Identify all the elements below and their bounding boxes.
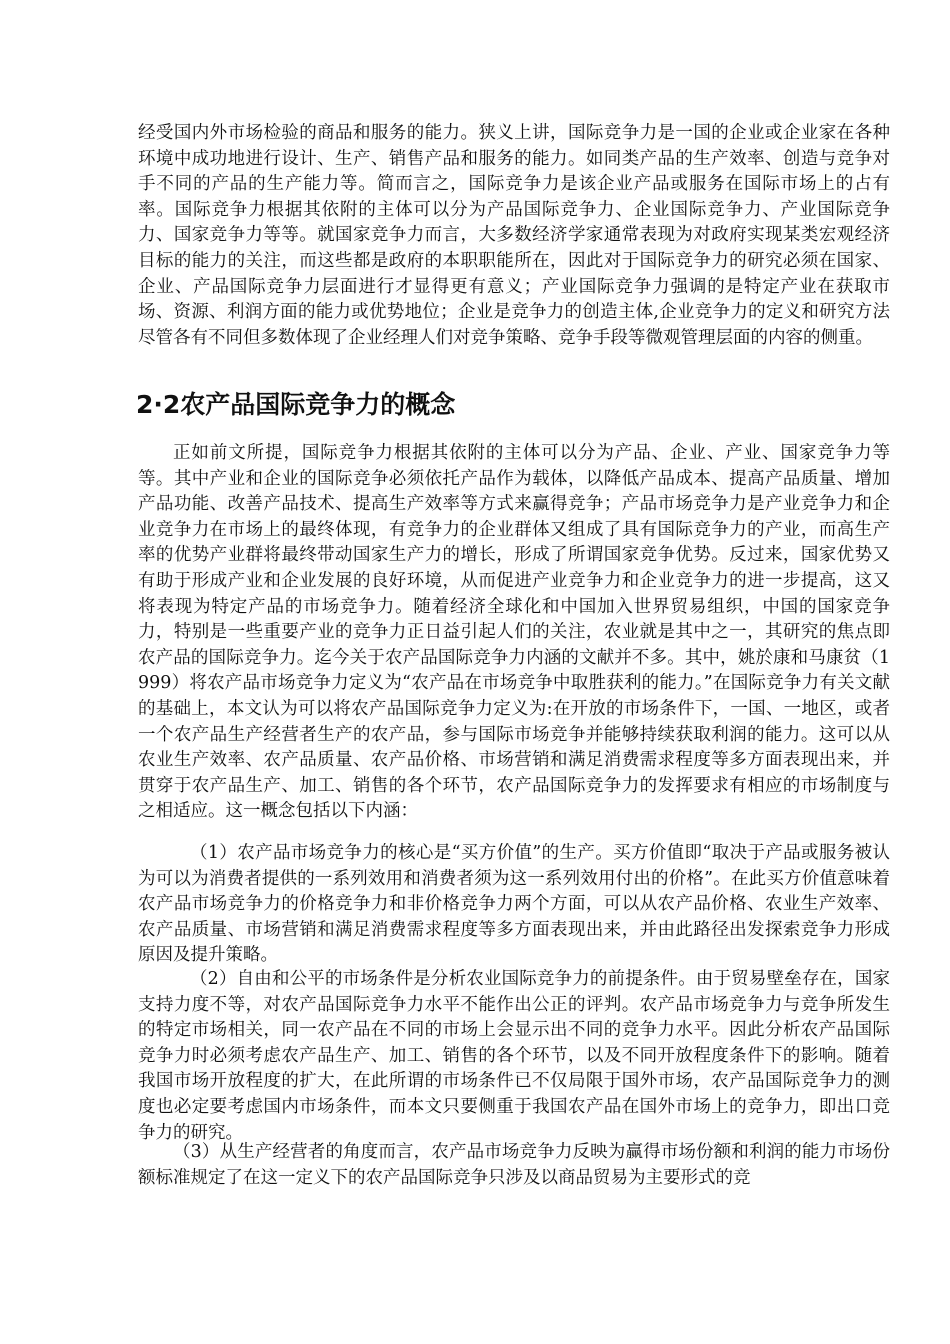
intro-paragraph: 经受国内外市场检验的商品和服务的能力。狭义上讲，国际竞争力是一国的企业或企业家在各种环境中成功地进行设计、生产、销售产品和服务的能力。如同类产品的生产效率、创造与竞争对手不同的产品的生产能力等。简而言之，国际竞争力是该企业产品或服务在国际市场上的占有率。国际竞争力根据其依附的主体可以分为产品国际竞争力、企业国际竞争力、产业国际竞争力、国家竞争力等等。就国家竞争力而言，大多数经济学家通常表现为对政府实现某类宏观经济目标的能力的关注，而这些都是政府的本职职能所在，因此对于国际竞争力的研究必须在国家、企业、产品国际竞争力层面进行才显得更有意义；产业国际竞争力强调的是特定产业在获取市场、资源、利润方面的能力或优势地位；企业是竞争力的创造主体,企业竞争力的定义和研究方法尽管各有不同但多数体现了企业经理人们对竞争策略、竞争手段等微观管理层面的内容的侧重。 (138, 123, 890, 348)
list-item-2: （2）自由和公平的市场条件是分析农业国际竞争力的前提条件。由于贸易壁垒存在，国家支持力度不等，对农产品国际竞争力水平不能作出公正的评判。农产品市场竞争力与竞争所发生的特定市场相关，同一农产品在不同的市场上会显示出不同的竞争力水平。因此分析农产品国际竞争力时必须考虑农产品生产、加工、销售的各个环节，以及不同开放程度条件下的影响。随着我国市场开放程度的扩大，在此所谓的市场条件已不仅局限于国外市场，农产品国际竞争力的测度也必定要考虑国内市场条件，而本文只要侧重于我国农产品在国外市场上的竞争力，即出口竞争力的研究。 (138, 969, 890, 1143)
main-paragraph: 正如前文所提，国际竞争力根据其依附的主体可以分为产品、企业、产业、国家竞争力等等。其中产业和企业的国际竞争必须依托产品作为载体，以降低产品成本、提高产品质量、增加产品功能、改善产品技术、提高生产效率等方式来赢得竞争；产品市场竞争力是产业竞争力和企业竞争力在市场上的最终体现，有竞争力的企业群体又组成了具有国际竞争力的产业，而高生产率的优势产业群将最终带动国家生产力的增长，形成了所谓国家竞争优势。反过来，国家优势又有助于形成产业和企业发展的良好环境，从而促进产业竞争力和企业竞争力的进一步提高，这又将表现为特定产品的市场竞争力。随着经济全球化和中国加入世界贸易组织，中国的国家竞争力，特别是一些重要产业的竞争力正日益引起人们的关注，农业就是其中之一，其研究的焦点即农产品的国际竞争力。迄今关于农产品国际竞争力内涵的文献并不多。其中，姚於康和马康贫（1999）将农产品市场竞争力定义为“农产品在市场竞争中取胜获利的能力。”在国际竞争力有关文献的基础上，本文认为可以将农产品国际竞争力定义为:在开放的市场条件下，一国、一地区，或者一个农产品生产经营者生产的农产品，参与国际市场竞争并能够持续获取利润的能力。这可以从农业生产效率、农产品质量、农产品价格、市场营销和满足消费需求程度等多方面表现出来，并贯穿于农产品生产、加工、销售的各个环节，农产品国际竞争力的发挥要求有相应的市场制度与之相适应。这一概念包括以下内涵： (138, 443, 890, 822)
section-heading: 2·2农产品国际竞争力的概念 (136, 390, 456, 419)
list-item-3: （3）从生产经营者的角度而言，农产品市场竞争力反映为赢得市场份额和利润的能力市场份额标准规定了在这一定义下的农产品国际竞争只涉及以商品贸易为主要形式的竞 (138, 1142, 890, 1188)
list-item-1: （1）农产品市场竞争力的核心是“买方价值”的生产。买方价值即“取决于产品或服务被认为可以为消费者提供的一系列效用和消费者须为这一系列效用付出的价格”。在此买方价值意味着农产品市场竞争力的价格竞争力和非价格竞争力两个方面，可以从农产品价格、农业生产效率、农产品质量、市场营销和满足消费需求程度等多方面表现出来，并由此路径出发探索竞争力形成原因及提升策略。 (138, 843, 890, 966)
